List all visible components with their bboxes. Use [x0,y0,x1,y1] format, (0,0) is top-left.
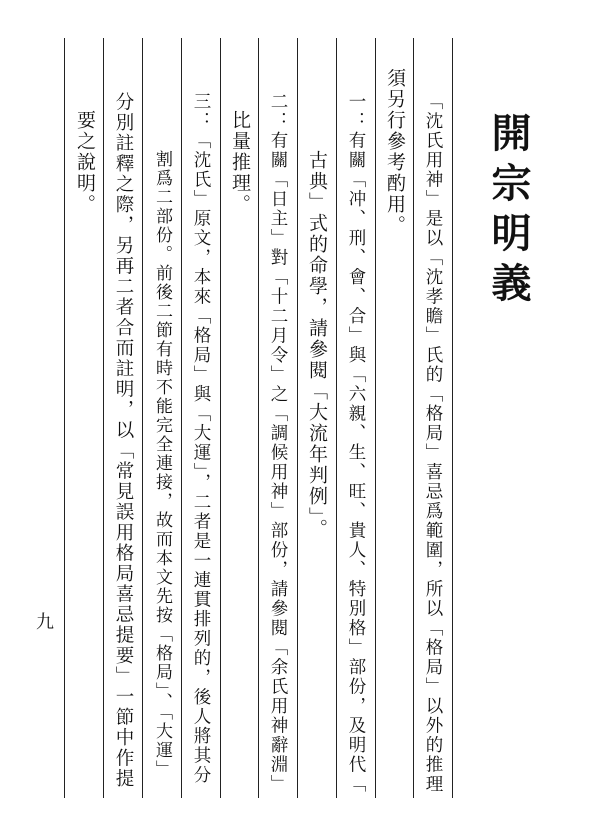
text-column-2: 須另行參考酌用。 [384,68,406,236]
text-column-3: 一：有關「冲、刑、會、合」與「六親、生、旺、貴人、特別格」部份，及明代「 [346,92,366,794]
column-rule [452,38,453,798]
page-number: 九 [36,612,54,633]
column-rule [258,38,259,798]
text-column-9: 分別註釋之際，另再二者合而註明，以「常見誤用格局喜忌提要」一節中作提 [113,92,134,789]
text-column-8: 割爲二部份。前後二節有時不能完全連接，故而本文先按「格局」、「大運」 [152,150,172,779]
column-rule [103,38,104,798]
text-column-6: 比量推理。 [229,110,251,215]
column-rule [142,38,143,798]
column-rule [220,38,221,798]
column-rule [64,38,65,798]
text-column-5: 二：有關「日主」對「十二月令」之「調候用神」部份，請參閱「余氏用神辭淵」 [268,92,288,794]
text-column-4: 古典」式的命學，請參閱「大流年判例」。 [306,150,328,540]
page-title: 開宗明義 [485,112,531,312]
column-rule [375,38,376,798]
text-column-10: 要之說明。 [74,110,96,215]
text-column-1: 「沈氏用神」是以「沈孝瞻」氏的「格局」喜忌爲範圍，所以「格局」以外的推理 [423,92,443,794]
column-rule [181,38,182,798]
column-rule [336,38,337,798]
column-rule [297,38,298,798]
column-rule [413,38,414,798]
text-column-7: 三：「沈氏」原文，本來「格局」與「大運」，二者是一連貫排列的，後人將其分 [191,92,211,786]
